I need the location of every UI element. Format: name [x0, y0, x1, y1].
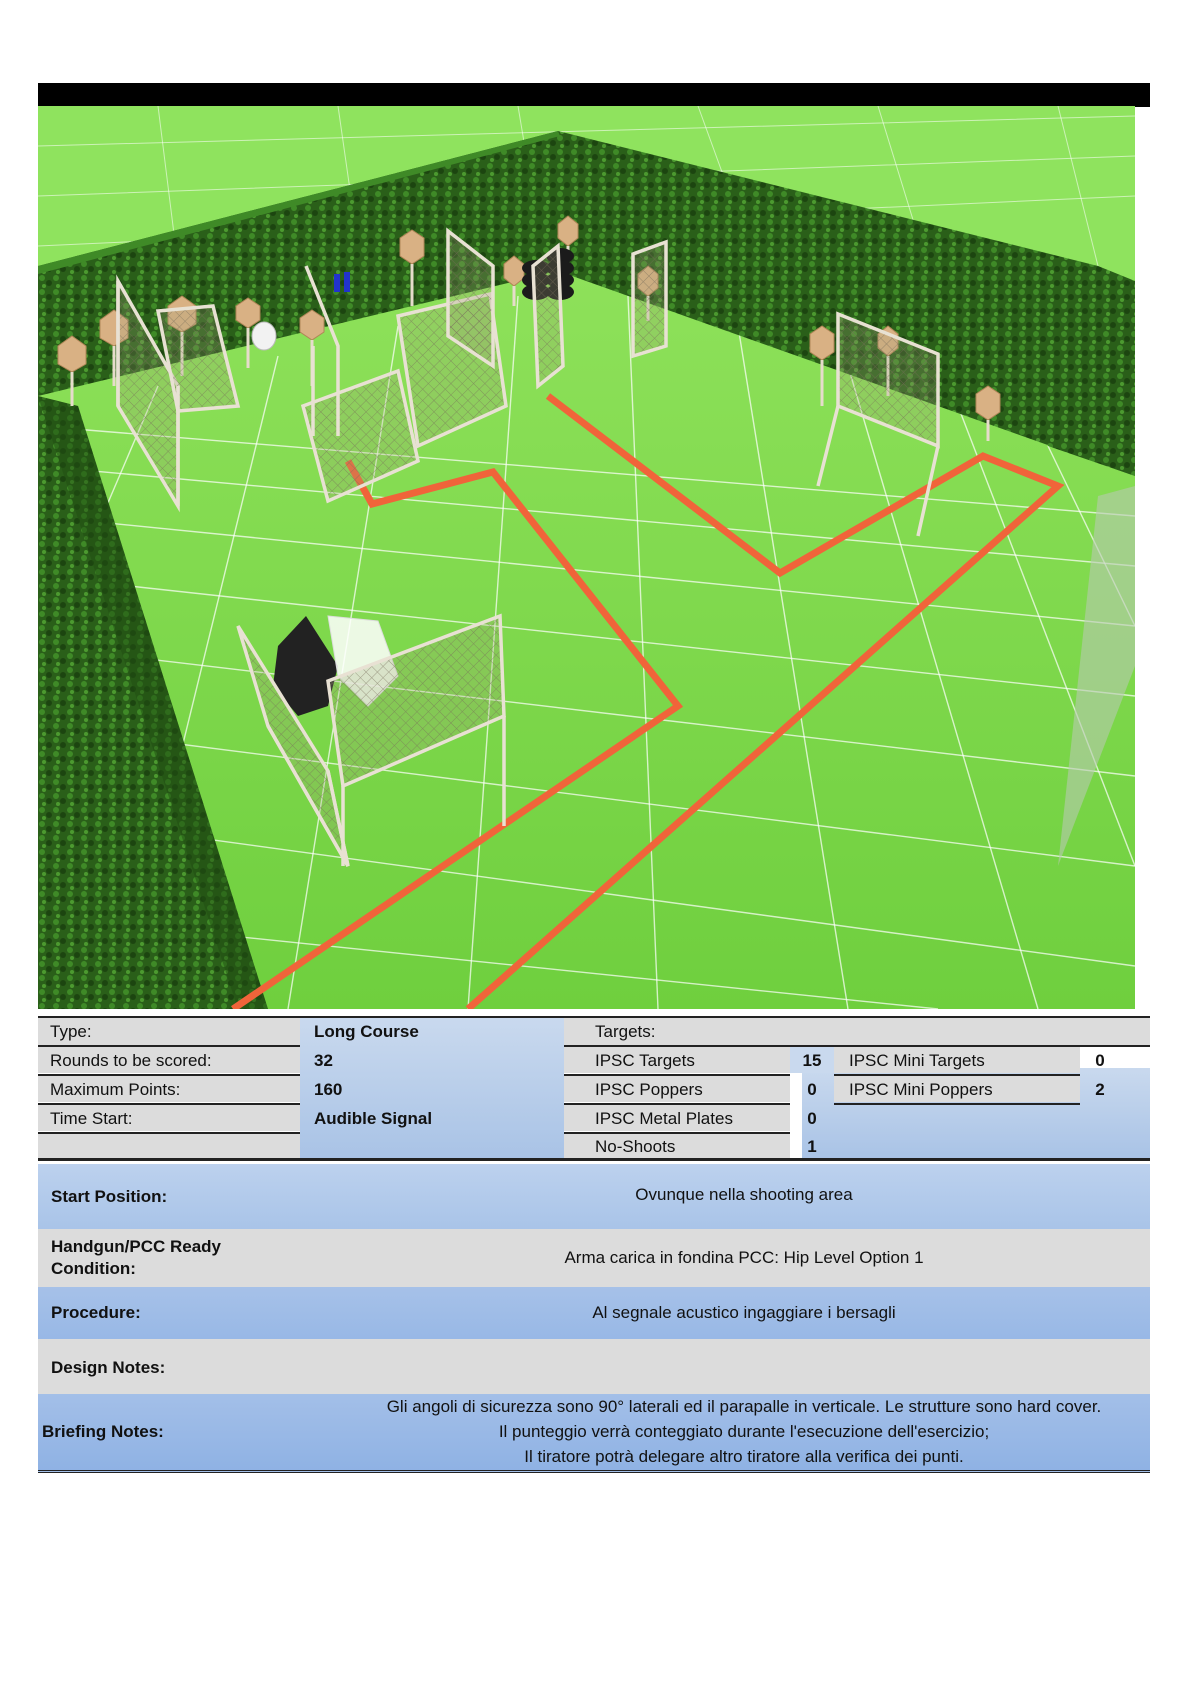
- time-start-value: Audible Signal: [314, 1109, 433, 1128]
- ready-condition-row: [38, 1229, 1150, 1287]
- time-start-label: Time Start:: [50, 1109, 133, 1128]
- points-label: Maximum Points:: [50, 1080, 181, 1099]
- no-shoots-value: 1: [807, 1137, 817, 1156]
- briefing-line: Il punteggio verrà conteggiato durante l'esecuzione dell'esercizio;: [498, 1422, 990, 1441]
- rounds-label: Rounds to be scored:: [50, 1051, 212, 1070]
- ipsc-poppers-label: IPSC Poppers: [595, 1080, 703, 1099]
- targets-header: Targets:: [595, 1022, 656, 1041]
- start-position-value: Ovunque nella shooting area: [635, 1185, 853, 1204]
- ipsc-poppers-value: 0: [807, 1080, 817, 1099]
- briefing-line: Il tiratore potrà delegare altro tiratore alla verifica dei punti.: [524, 1447, 964, 1466]
- procedure-label: Procedure:: [51, 1303, 141, 1322]
- procedure-row: [38, 1287, 1150, 1339]
- design-notes-row: [38, 1339, 1150, 1394]
- procedure-value: Al segnale acustico ingaggiare i bersagli: [592, 1303, 896, 1322]
- design-notes-label: Design Notes:: [51, 1358, 166, 1377]
- briefing-notes-row: [38, 1394, 1150, 1473]
- stage-diagram-image: [38, 106, 1135, 1009]
- briefing-notes-label: Briefing Notes:: [42, 1422, 164, 1441]
- mini-poppers-value: 2: [1095, 1080, 1105, 1099]
- mini-poppers-label: IPSC Mini Poppers: [849, 1080, 993, 1099]
- ready-condition-label: Handgun/PCC Ready Condition:: [51, 1237, 222, 1278]
- stage-summary-table: [38, 1016, 1150, 1166]
- rounds-value: 32: [314, 1051, 333, 1070]
- metal-plates-value: 0: [807, 1109, 817, 1128]
- start-position-label: Start Position:: [51, 1187, 168, 1206]
- ready-condition-value: Arma carica in fondina PCC: Hip Level Option 1: [564, 1248, 924, 1267]
- start-position-row: [38, 1164, 1150, 1229]
- title-bar: [38, 83, 1150, 107]
- mini-targets-value: 0: [1095, 1051, 1105, 1070]
- points-value: 160: [314, 1080, 343, 1099]
- type-value: Long Course: [314, 1022, 419, 1041]
- briefing-notes-text: [338, 1394, 1150, 1469]
- no-shoots-label: No-Shoots: [595, 1137, 676, 1156]
- type-label: Type:: [50, 1022, 92, 1041]
- metal-plates-label: IPSC Metal Plates: [595, 1109, 733, 1128]
- mini-targets-label: IPSC Mini Targets: [849, 1051, 985, 1070]
- briefing-line: Gli angoli di sicurezza sono 90° laterali ed il parapalle in verticale. Le strutture sono hard cover.: [386, 1397, 1102, 1416]
- ipsc-targets-value: 15: [802, 1051, 822, 1070]
- ipsc-targets-label: IPSC Targets: [595, 1051, 695, 1070]
